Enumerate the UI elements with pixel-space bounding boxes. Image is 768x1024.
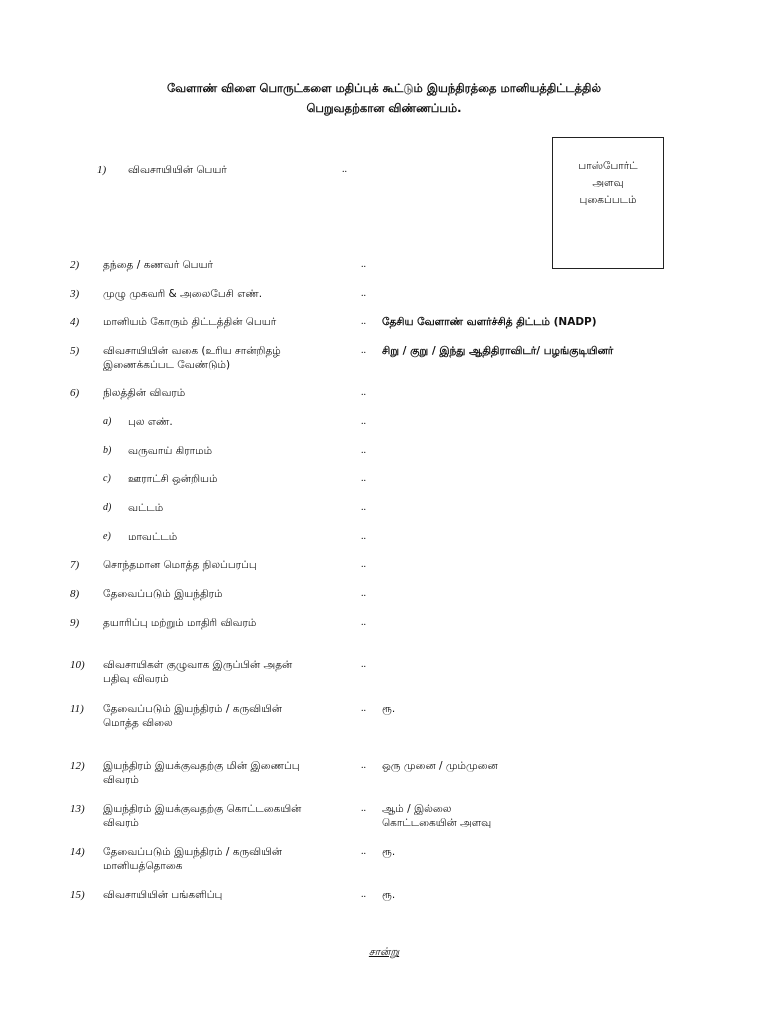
field-number: 9) bbox=[70, 617, 80, 629]
field-label-line-2: மொத்த விலை bbox=[103, 717, 173, 729]
field-number: d) bbox=[103, 502, 112, 513]
field-label: வருவாய் கிராமம் bbox=[128, 445, 213, 457]
field-label-line-1: இயந்திரம் இயக்குவதற்கு மின் இணைப்பு bbox=[103, 760, 300, 772]
field-separator: .. bbox=[361, 345, 366, 356]
form-title bbox=[60, 78, 708, 118]
field-number: 15) bbox=[70, 889, 85, 901]
field-separator: .. bbox=[361, 760, 366, 771]
field-label: விவசாயியின் பங்களிப்பு bbox=[103, 889, 223, 901]
field-number: c) bbox=[103, 473, 111, 484]
field-value: ரூ. bbox=[382, 889, 396, 901]
field-label-line-2: பதிவு விவரம் bbox=[103, 673, 169, 685]
field-value: தேசிய வேளாண் வளர்ச்சித் திட்டம் (NADP) bbox=[382, 316, 597, 328]
field-label bbox=[103, 802, 353, 830]
field-separator: .. bbox=[342, 164, 347, 175]
field-value: சிறு / குறு / இந்து ஆதிதிராவிடர்/ பழங்குடியினர் bbox=[382, 345, 614, 357]
field-value-line-1: ஆம் / இல்லை bbox=[382, 803, 452, 815]
field-label bbox=[103, 845, 353, 873]
field-number: 13) bbox=[70, 803, 85, 815]
field-separator: .. bbox=[361, 259, 366, 270]
field-label-line-1: தேவைப்படும் இயந்திரம் / கருவியின் bbox=[103, 703, 283, 715]
field-label: மாவட்டம் bbox=[128, 531, 178, 543]
field-label bbox=[103, 344, 353, 372]
field-number: 11) bbox=[70, 703, 84, 715]
field-label-line-1: இயந்திரம் இயக்குவதற்கு கொட்டகையின் bbox=[103, 803, 302, 815]
field-separator: .. bbox=[361, 473, 366, 484]
field-separator: .. bbox=[361, 387, 366, 398]
field-separator: .. bbox=[361, 416, 366, 427]
photo-box-line-1: பாஸ்போர்ட் bbox=[578, 160, 638, 172]
field-label-line-2: விவரம் bbox=[103, 774, 139, 786]
field-value: ஒரு முனை / மும்முனை bbox=[382, 760, 498, 772]
field-number: 8) bbox=[70, 588, 80, 600]
field-separator: .. bbox=[361, 846, 366, 857]
field-number: 7) bbox=[70, 559, 80, 571]
field-label-line-1: தேவைப்படும் இயந்திரம் / கருவியின் bbox=[103, 846, 283, 858]
field-label: முழு முகவரி & அலைபேசி எண். bbox=[103, 288, 263, 300]
photo-box-line-3: புகைப்படம் bbox=[579, 194, 637, 206]
field-label: ஊராட்சி ஒன்றியம் bbox=[128, 473, 218, 485]
field-number: 14) bbox=[70, 846, 85, 858]
field-label-line-2: விவரம் bbox=[103, 817, 139, 829]
field-label bbox=[103, 658, 353, 686]
field-number: 2) bbox=[70, 259, 80, 271]
field-separator: .. bbox=[361, 617, 366, 628]
field-number: 1) bbox=[97, 164, 107, 176]
field-separator: .. bbox=[361, 502, 366, 513]
field-label bbox=[103, 702, 353, 730]
field-number: b) bbox=[103, 445, 112, 456]
field-label: மானியம் கோரும் திட்டத்தின் பெயர் bbox=[103, 316, 277, 328]
field-separator: .. bbox=[361, 531, 366, 542]
field-number: a) bbox=[103, 416, 112, 427]
field-separator: .. bbox=[361, 445, 366, 456]
form-title-line-2: பெறுவதற்கான விண்ணப்பம். bbox=[306, 101, 462, 115]
field-number: 4) bbox=[70, 316, 80, 328]
field-value bbox=[382, 802, 682, 830]
field-value: ரூ. bbox=[382, 703, 396, 715]
field-separator: .. bbox=[361, 316, 366, 327]
field-label-line-2: மானியத்தொகை bbox=[103, 860, 183, 872]
field-label: தேவைப்படும் இயந்திரம் bbox=[103, 588, 223, 600]
field-number: 5) bbox=[70, 345, 80, 357]
field-separator: .. bbox=[361, 703, 366, 714]
field-separator: .. bbox=[361, 288, 366, 299]
field-label: புல எண். bbox=[128, 416, 173, 428]
field-label: நிலத்தின் விவரம் bbox=[103, 387, 186, 399]
field-number: 3) bbox=[70, 288, 80, 300]
field-label: தந்தை / கணவர் பெயர் bbox=[103, 259, 213, 271]
field-number: 12) bbox=[70, 760, 85, 772]
field-separator: .. bbox=[361, 889, 366, 900]
field-label: வட்டம் bbox=[128, 502, 164, 514]
field-label bbox=[103, 759, 353, 787]
field-separator: .. bbox=[361, 803, 366, 814]
field-separator: .. bbox=[361, 588, 366, 599]
field-label-line-1: விவசாயியின் வகை (உரிய சான்றிதழ் bbox=[103, 345, 281, 357]
field-label-line-2: இணைக்கப்பட வேண்டும்) bbox=[103, 359, 231, 371]
form-title-line-1: வேளாண் விளை பொருட்களை மதிப்புக் கூட்டும் இயந்திரத்தை மானியத்திட்டத்தில் bbox=[166, 81, 602, 95]
field-number: 10) bbox=[70, 659, 85, 671]
field-label: விவசாயியின் பெயர் bbox=[128, 164, 227, 176]
field-label: சொந்தமான மொத்த நிலப்பரப்பு bbox=[103, 559, 257, 571]
field-value: ரூ. bbox=[382, 846, 396, 858]
field-number: 6) bbox=[70, 387, 80, 399]
field-separator: .. bbox=[361, 559, 366, 570]
field-number: e) bbox=[103, 531, 111, 542]
photo-box-line-2: அளவு bbox=[592, 177, 624, 189]
field-label: தயாரிப்பு மற்றும் மாதிரி விவரம் bbox=[103, 617, 257, 629]
certificate-label: சான்று bbox=[368, 947, 400, 958]
certificate-heading bbox=[0, 946, 768, 959]
passport-photo-box bbox=[552, 137, 664, 269]
field-label-line-1: விவசாயிகள் குழுவாக இருப்பின் அதன் bbox=[103, 659, 293, 671]
field-value-line-2: கொட்டகையின் அளவு bbox=[382, 817, 492, 829]
field-separator: .. bbox=[361, 659, 366, 670]
